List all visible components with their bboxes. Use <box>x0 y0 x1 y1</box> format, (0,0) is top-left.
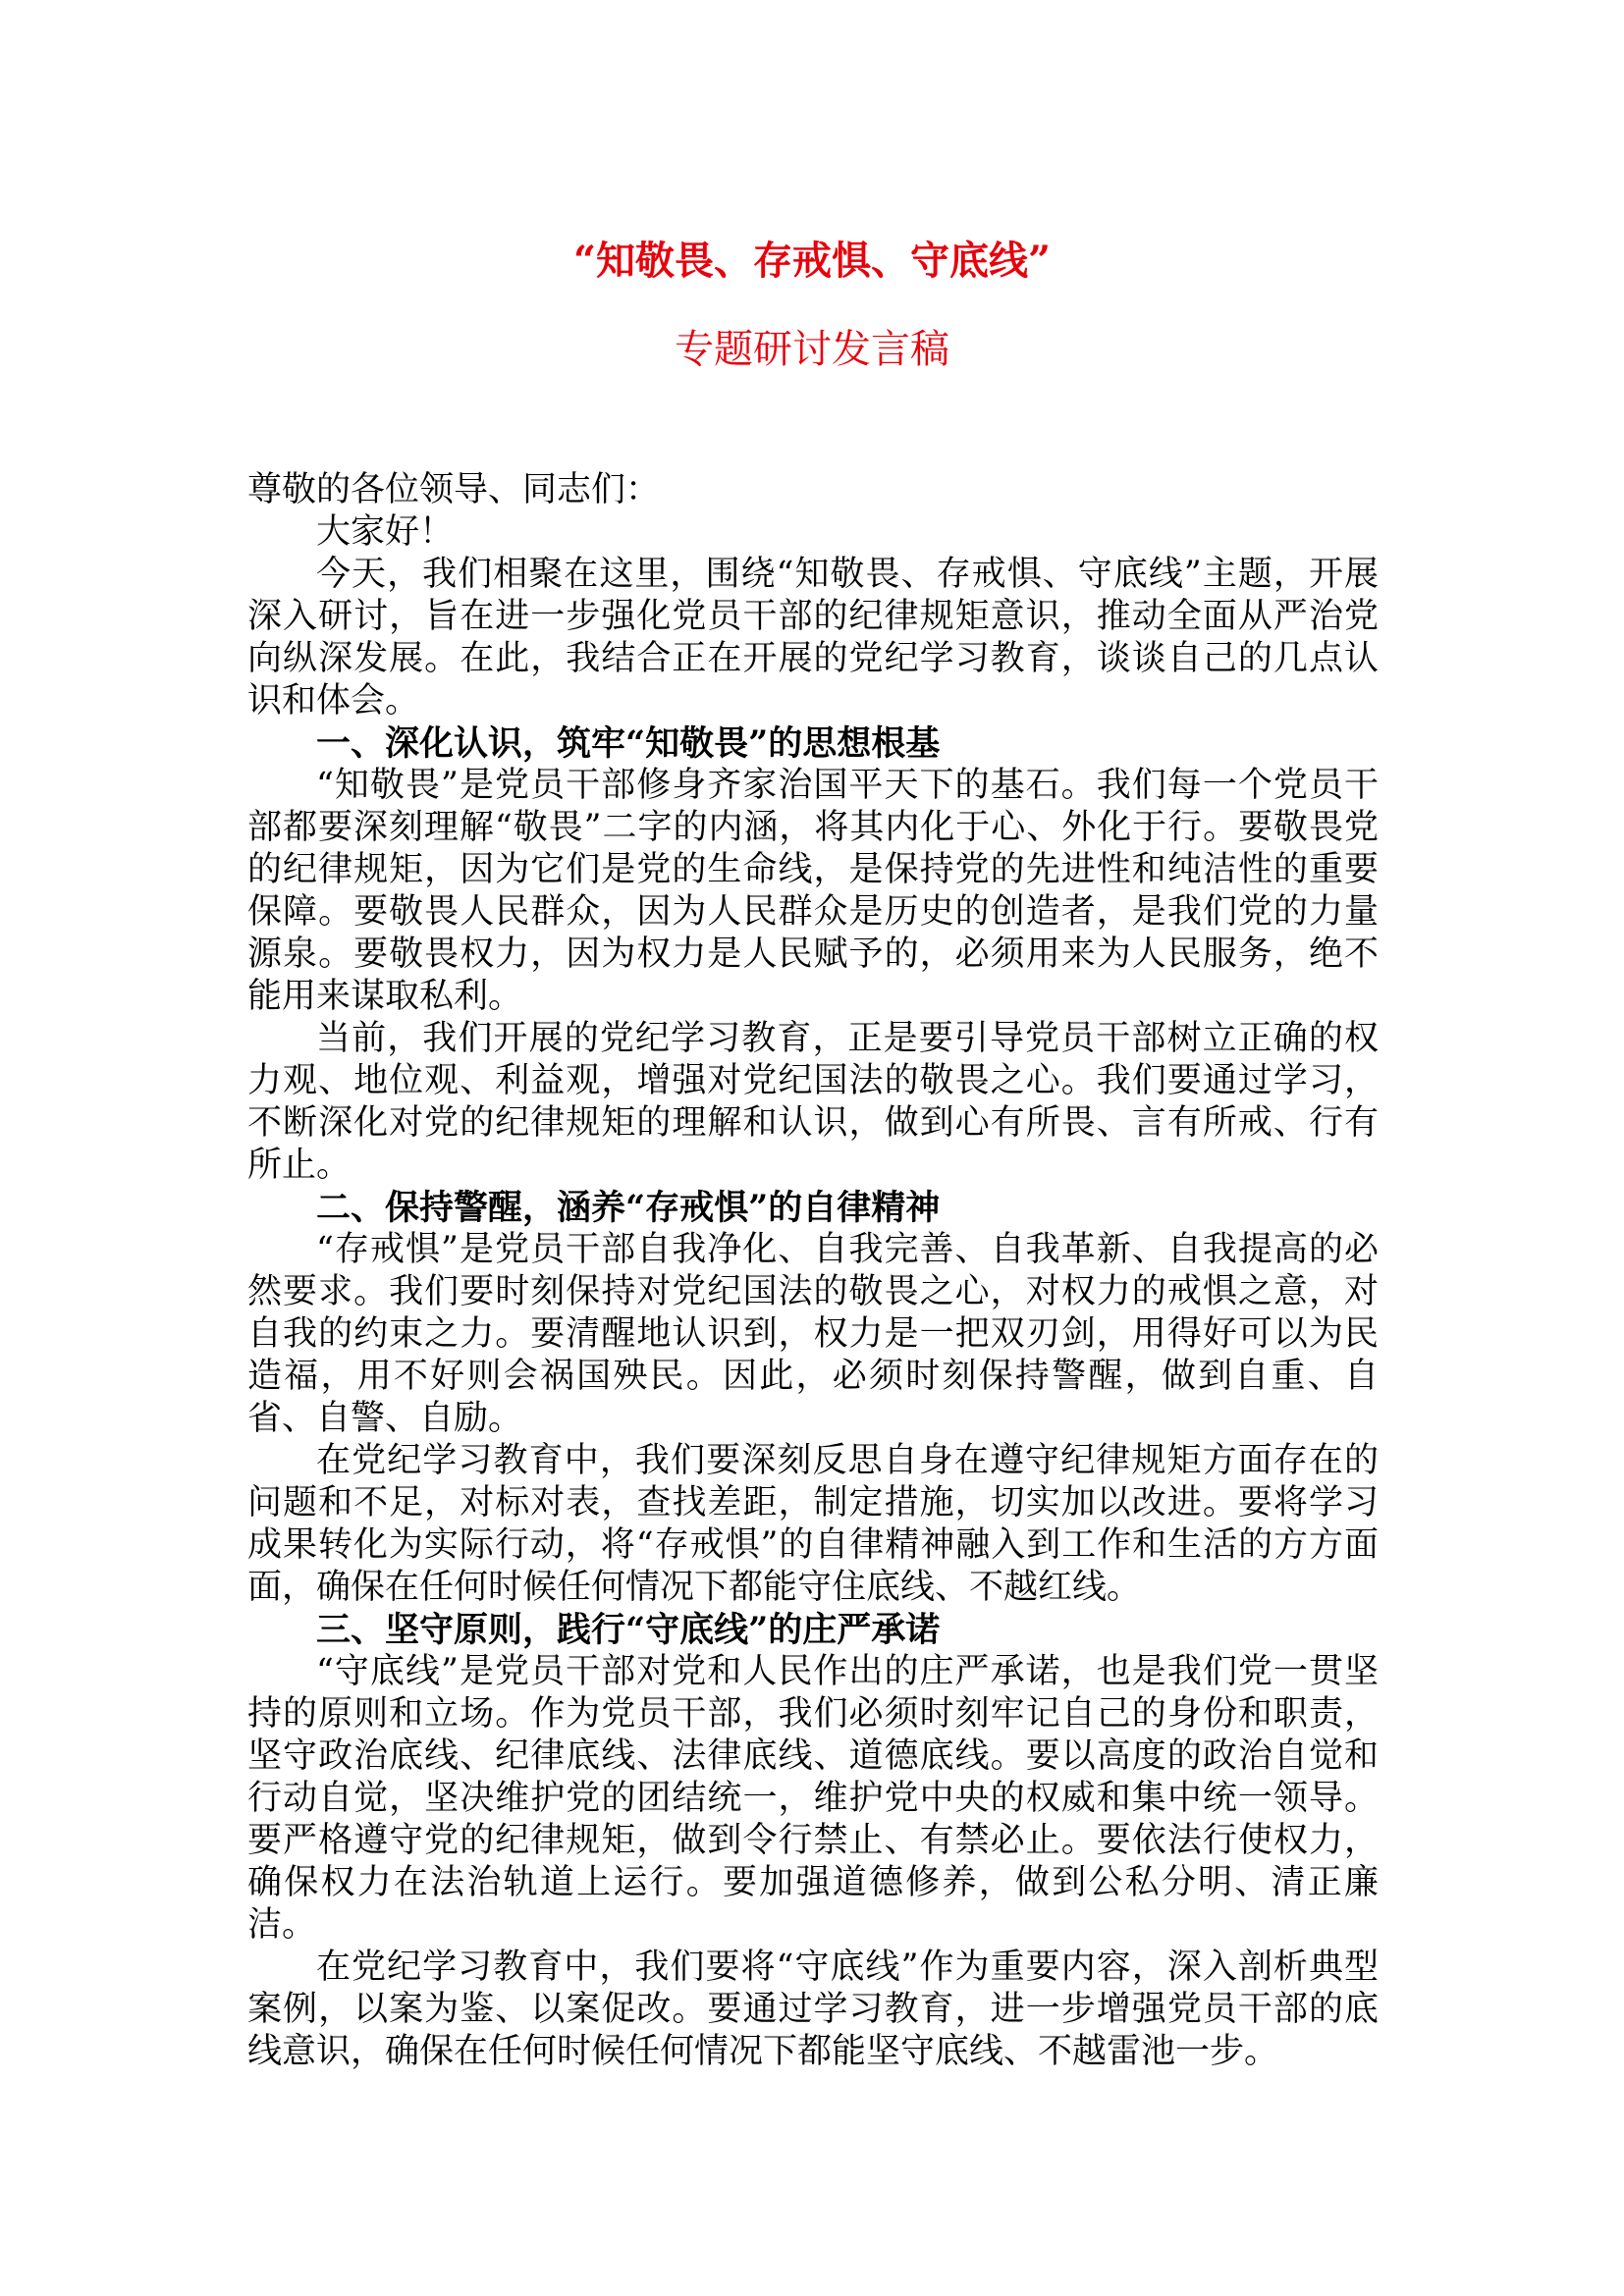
intro-paragraph: 今天，我们相聚在这里，围绕“知敬畏、存戒惧、守底线”主题，开展深入研讨，旨在进一步强化党员干部的纪律规矩意识，推动全面从严治党向纵深发展。在此，我结合正在开展的党纪学习教育，谈谈自己的几点认识和体会。 <box>247 555 1379 721</box>
section-heading: 三、坚守原则，践行“守底线”的庄严承诺 <box>316 1610 941 1650</box>
section-paragraph: 在党纪学习教育中，我们要将“守底线”作为重要内容，深入剖析典型案例，以案为鉴、以案促改。要通过学习教育，进一步增强党员干部的底线意识，确保在任何时候任何情况下都能坚守底线、不越雷池一步。 <box>247 1948 1379 2071</box>
section-heading: 一、深化认识，筑牢“知敬畏”的思想根基 <box>316 723 941 764</box>
section-heading: 二、保持警醒，涵养“存戒惧”的自律精神 <box>316 1188 941 1228</box>
document-subtitle: 专题研讨发言稿 <box>675 327 949 372</box>
greeting: 大家好！ <box>316 512 455 552</box>
section-paragraph: “守底线”是党员干部对党和人民作出的庄严承诺，也是我们党一贯坚持的原则和立场。作为党员干部，我们必须时刻牢记自己的身份和职责，坚守政治底线、纪律底线、法律底线、道德底线。要以高度的政治自觉和行动自觉，坚决维护党的团结统一，维护党中央的权威和集中统一领导。要严格遵守党的纪律规矩，做到令行禁止、有禁必止。要依法行使权力，确保权力在法治轨道上运行。要加强道德修养，做到公私分明、清正廉洁。 <box>247 1652 1379 1945</box>
salutation: 尊敬的各位领导、同志们： <box>247 470 661 509</box>
section-paragraph: “存戒惧”是党员干部自我净化、自我完善、自我革新、自我提高的必然要求。我们要时刻保持对党纪国法的敬畏之心，对权力的戒惧之意，对自我的约束之力。要清醒地认识到，权力是一把双刃剑，用得好可以为民造福，用不好则会祸国殃民。因此，必须时刻保持警醒，做到自重、自省、自警、自励。 <box>247 1230 1379 1438</box>
section-paragraph: “知敬畏”是党员干部修身齐家治国平天下的基石。我们每一个党员干部都要深刻理解“敬畏”二字的内涵，将其内化于心、外化于行。要敬畏党的纪律规矩，因为它们是党的生命线，是保持党的先进性和纯洁性的重要保障。要敬畏人民群众，因为人民群众是历史的创造者，是我们党的力量源泉。要敬畏权力，因为权力是人民赋予的，必须用来为人民服务，绝不能用来谋取私利。 <box>247 766 1379 1016</box>
section-paragraph: 在党纪学习教育中，我们要深刻反思自身在遵守纪律规矩方面存在的问题和不足，对标对表，查找差距，制定措施，切实加以改进。要将学习成果转化为实际行动，将“存戒惧”的自律精神融入到工作和生活的方方面面，确保在任何时候任何情况下都能守住底线、不越红线。 <box>247 1441 1379 1607</box>
document-body <box>247 469 1379 2073</box>
document-title: “知敬畏、存戒惧、守底线” <box>572 238 1051 284</box>
section-paragraph: 当前，我们开展的党纪学习教育，正是要引导党员干部树立正确的权力观、地位观、利益观，增强对党纪国法的敬畏之心。我们要通过学习，不断深化对党的纪律规矩的理解和认识，做到心有所畏、言有所戒、行有所止。 <box>247 1019 1379 1185</box>
